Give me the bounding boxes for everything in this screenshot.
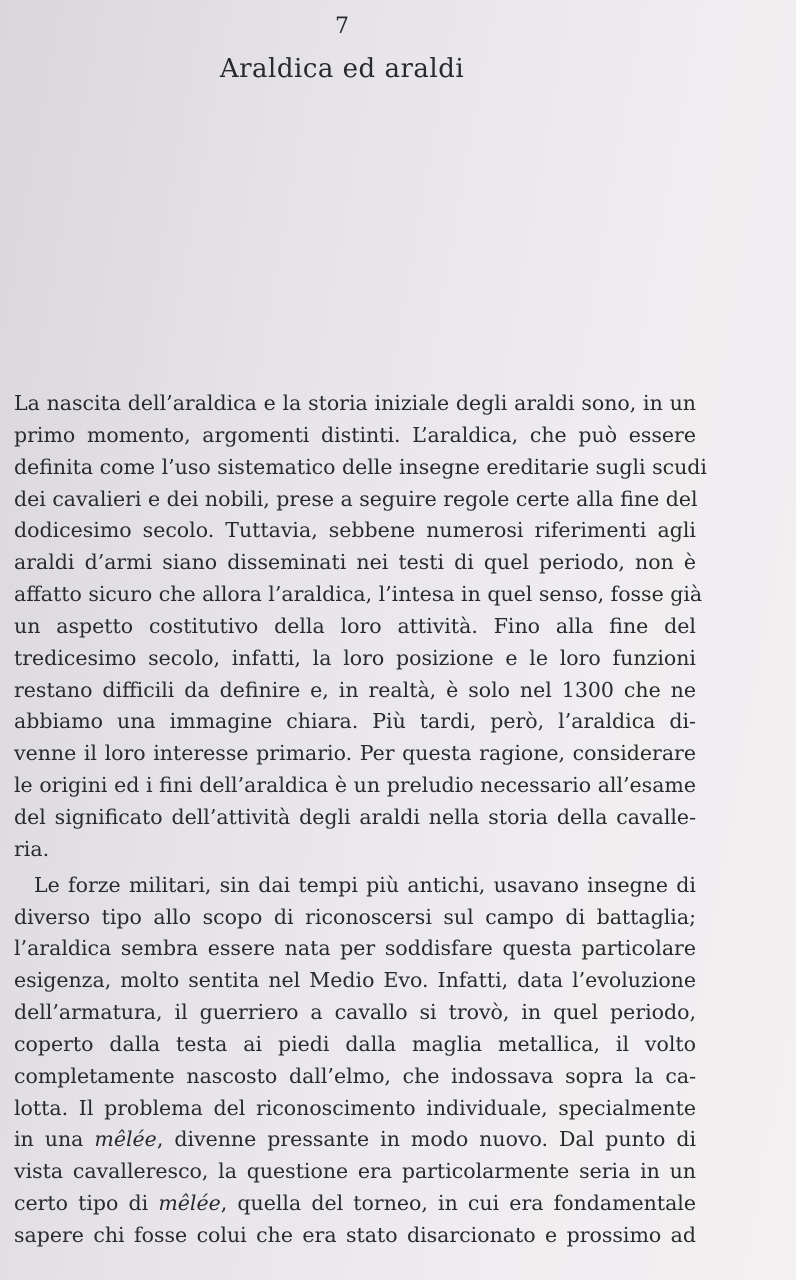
- text-line: dei cavalieri e dei nobili, prese a seguire regole certe alla fine del: [14, 486, 698, 511]
- text-line: completamente nascosto dall’elmo, che indossava sopra la ca-: [14, 1063, 696, 1088]
- text-line: primo momento, argomenti distinti. L’araldica, che può essere: [14, 422, 696, 447]
- text-line: un aspetto costitutivo della loro attività. Fino alla fine del: [14, 613, 696, 638]
- text-line: vista cavalleresco, la questione era particolarmente seria in un: [14, 1159, 696, 1184]
- text-line: restano difficili da definire e, in realtà, è solo nel 1300 che ne: [14, 677, 696, 702]
- text-line: lotta. Il problema del riconoscimento individuale, specialmente: [14, 1095, 696, 1120]
- paragraph-2: [14, 870, 696, 1252]
- text-segment: certo tipo di: [14, 1191, 159, 1216]
- text-segment: , divenne pressante in modo nuovo. Dal punto di: [156, 1127, 697, 1152]
- text-line: esigenza, molto sentita nel Medio Evo. Infatti, data l’evoluzione: [14, 968, 696, 993]
- text-line: del significato dell’attività degli araldi nella storia della cavalle-: [14, 804, 696, 829]
- italic-term: mêlée: [94, 1127, 157, 1152]
- text-line: dodicesimo secolo. Tuttavia, sebbene numerosi riferimenti agli: [14, 518, 696, 543]
- text-line: araldi d’armi siano disseminati nei testi di quel periodo, non è: [14, 550, 696, 575]
- text-line: tredicesimo secolo, infatti, la loro posizione e le loro funzioni: [14, 645, 696, 670]
- text-segment: in una: [14, 1127, 95, 1152]
- text-line: Le forze militari, sin dai tempi più antichi, usavano insegne di: [34, 872, 696, 897]
- text-line: sapere chi fosse colui che era stato disarcionato e prossimo ad: [14, 1222, 696, 1247]
- text-line: dell’armatura, il guerriero a cavallo si trovò, in quel periodo,: [14, 1000, 696, 1025]
- page-number: 7: [335, 14, 349, 39]
- body-text: [14, 388, 707, 1252]
- text-segment: , quella del torneo, in cui era fondamentale: [220, 1191, 696, 1216]
- text-line: definita come l’uso sistematico delle insegne ereditarie sugli scudi: [14, 454, 707, 479]
- text-line: [14, 1188, 696, 1220]
- text-line: diverso tipo allo scopo di riconoscersi sul campo di battaglia;: [14, 904, 696, 929]
- text-line: [14, 1124, 696, 1156]
- text-line: venne il loro interesse primario. Per questa ragione, considerare: [14, 741, 696, 766]
- text-line: coperto dalla testa ai piedi dalla maglia metallica, il volto: [14, 1031, 696, 1056]
- italic-term: mêlée: [158, 1191, 221, 1216]
- text-line: le origini ed i fini dell’araldica è un preludio necessario all’esame: [14, 773, 696, 798]
- chapter-title: Araldica ed araldi: [219, 54, 465, 84]
- text-line: ria.: [14, 836, 50, 861]
- text-line: l’araldica sembra essere nata per soddisfare questa particolare: [14, 936, 696, 961]
- text-line: affatto sicuro che allora l’araldica, l’intesa in quel senso, fosse già: [14, 582, 703, 607]
- text-line: La nascita dell’araldica e la storia iniziale degli araldi sono, in un: [14, 391, 696, 415]
- text-line: abbiamo una immagine chiara. Più tardi, però, l’araldica di-: [14, 709, 696, 734]
- paragraph-1: [14, 388, 707, 866]
